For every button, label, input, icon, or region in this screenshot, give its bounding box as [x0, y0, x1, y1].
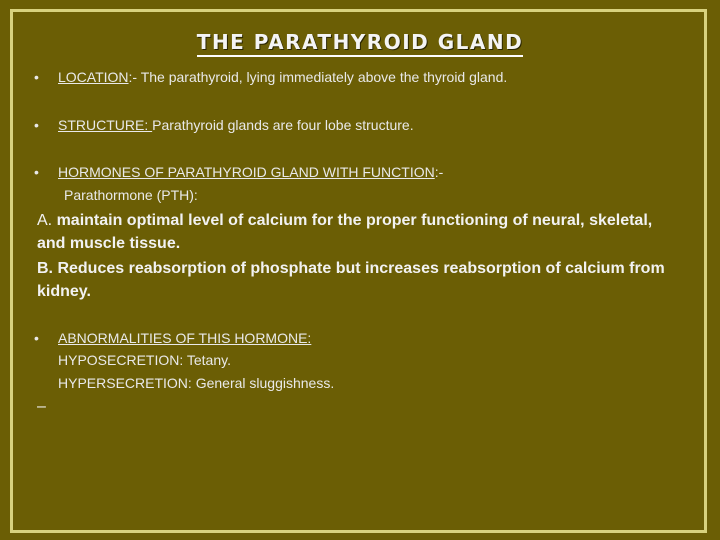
hormones-suffix: :-	[434, 164, 444, 180]
bullet-icon: •	[34, 330, 39, 346]
structure-item	[34, 117, 414, 133]
trailing-dash: –	[37, 398, 46, 415]
hyposecretion-text: HYPOSECRETION: Tetany.	[58, 352, 231, 368]
abnormalities-label: ABNORMALITIES OF THIS HORMONE:	[58, 330, 312, 346]
hormones-label: HORMONES OF PARATHYROID GLAND WITH FUNCTION	[58, 164, 435, 180]
hormones-item	[34, 164, 443, 180]
function-b-prefix: B.	[37, 260, 58, 277]
hormone-name: Parathormone (PTH):	[64, 187, 198, 203]
bullet-icon: •	[34, 164, 39, 180]
bullet-icon: •	[34, 69, 39, 85]
hypersecretion-text: HYPERSECRETION: General sluggishness.	[58, 375, 335, 391]
structure-text: Parathyroid glands are four lobe structure.	[152, 117, 414, 133]
function-a	[37, 209, 677, 255]
function-b-text: Reduces reabsorption of phosphate but increases reabsorption of calcium from kidney.	[37, 260, 665, 300]
location-label: LOCATION	[58, 69, 129, 85]
slide-title	[0, 30, 720, 54]
title-text: THE PARATHYROID GLAND	[197, 30, 523, 57]
abnormalities-item	[34, 330, 311, 346]
location-item	[34, 69, 507, 85]
function-b	[37, 257, 677, 303]
function-a-prefix: A.	[37, 212, 57, 229]
location-text: :- The parathyroid, lying immediately above the thyroid gland.	[128, 69, 508, 85]
structure-label: STRUCTURE:	[58, 117, 153, 133]
function-a-text: maintain optimal level of calcium for the proper functioning of neural, skeletal, and muscle tissue.	[37, 212, 653, 252]
bullet-icon: •	[34, 117, 39, 133]
